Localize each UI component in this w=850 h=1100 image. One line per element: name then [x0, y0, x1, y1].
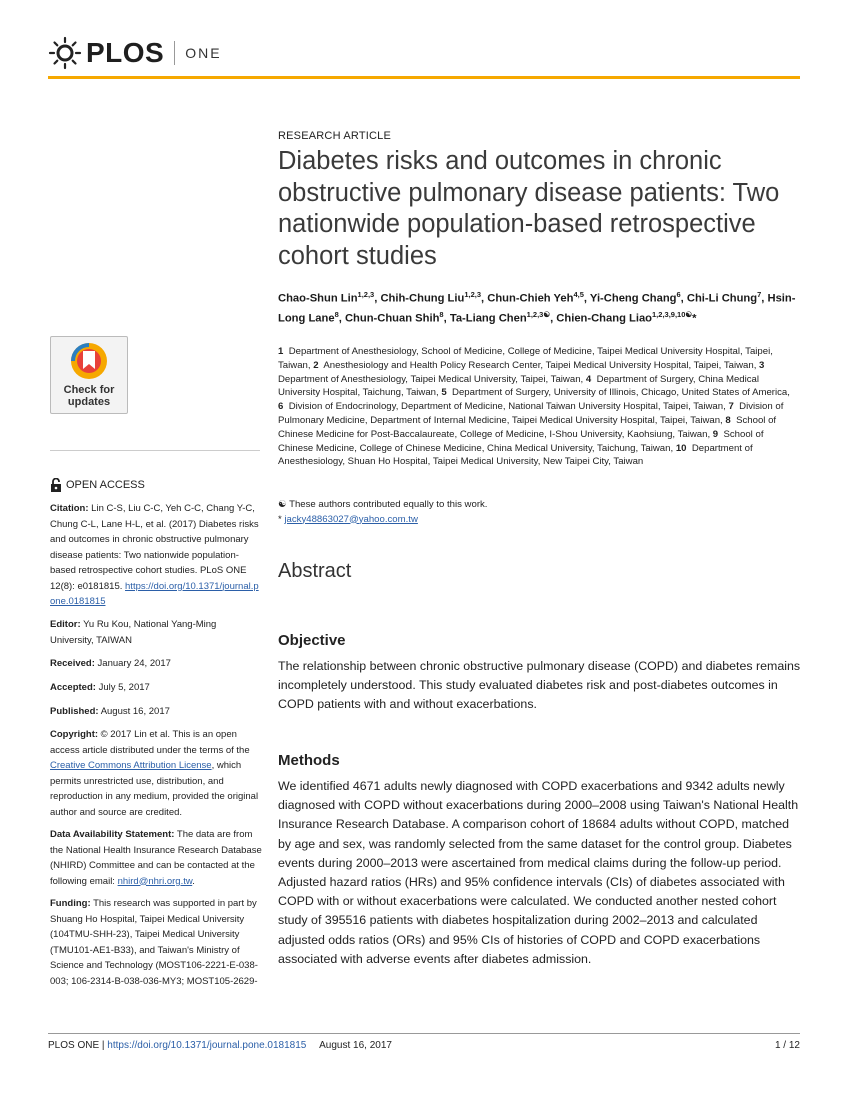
author-separator: ,	[374, 292, 381, 305]
equal-contribution-note: ☯ These authors contributed equally to this work.	[278, 499, 488, 510]
author-name: Yi-Cheng Chang	[589, 292, 677, 305]
abstract-heading: Abstract	[278, 560, 352, 582]
author-separator: *	[692, 312, 697, 325]
affiliation-item: 4 Department of Surgery, China Medical University Hospital, Taichung, Taiwan,	[278, 373, 760, 399]
citation-doi-link[interactable]: https://doi.org/10.1371/journal.pone.0181815	[50, 580, 259, 607]
accepted-block: Accepted: July 5, 2017	[50, 682, 150, 693]
author-list	[278, 287, 798, 327]
check-updates-icon	[69, 341, 109, 381]
author-affiliation-sup: 8	[439, 310, 444, 320]
author-name: Ta-Liang Chen	[449, 312, 527, 325]
author-affiliation-sup: 7	[757, 290, 762, 299]
footer-doi-link[interactable]: https://doi.org/10.1371/journal.pone.0181815	[107, 1040, 307, 1051]
author-affiliation-sup: 4,5	[573, 290, 584, 299]
methods-heading: Methods	[278, 752, 340, 769]
author-name: Chih-Chung Liu	[380, 292, 465, 305]
affiliation-item: 5 Department of Surgery, University of Illinois, Chicago, United States of America,	[441, 387, 790, 399]
author-name: Chi-Li Chung	[686, 292, 758, 305]
affiliations	[278, 345, 798, 469]
header-rule	[48, 76, 800, 79]
license-link[interactable]: Creative Commons Attribution License	[50, 760, 212, 771]
funding-block: Funding: This research was supported in part by Shuang Ho Hospital, Taipei Medical University (104TMU-SHH-23), Taipei Medical University (TMU101-AE1-B33), and Taiwan's Ministry of Science and Technology (MOST106-2221-E-038-003; 106-2314-B-038-036-MY3; MOST105-2629-	[50, 898, 258, 987]
author-affiliation-sup: 1,2,3☯	[526, 310, 551, 320]
author-affiliation-sup: 6	[676, 290, 681, 299]
open-access-badge	[50, 478, 145, 492]
published-block: Published: August 16, 2017	[50, 706, 170, 717]
logo-plos-text: PLOS	[86, 37, 165, 68]
article-title: Diabetes risks and outcomes in chronic obstructive pulmonary disease patients: Two nationwide population-based retrospective cohort studies	[278, 147, 780, 270]
footer-journal: PLOS ONE	[48, 1040, 100, 1051]
check-updates-label: Check for updates	[63, 384, 115, 408]
logo-divider	[174, 41, 175, 65]
author-notes	[278, 498, 798, 527]
logo-journal-text: ONE	[185, 45, 222, 61]
data-availability-block: Data Availability Statement: The data are from the National Health Insurance Research Database (NHIRD) Committee and can be contacted at the following email: nhird@nhri.org.tw.	[50, 829, 262, 887]
author-name: Chun-Chieh Yeh	[487, 292, 574, 305]
author-affiliation-sup: 1,2,3	[464, 290, 482, 299]
affiliation-item: 8 School of Chinese Medicine for Post-Baccalaureate, College of Medicine, I-Shou University, Kaohsiung, Taiwan,	[278, 414, 777, 440]
author-affiliation-sup: 8	[334, 310, 339, 320]
page-footer: PLOS ONE | https://doi.org/10.1371/journal.pone.0181815 August 16, 2017 1 / 12	[48, 1040, 800, 1051]
journal-logo[interactable]	[48, 36, 222, 70]
copyright-block: Copyright: © 2017 Lin et al. This is an open access article distributed under the terms of the Creative Commons Attribution License, which permits unrestricted use, distribution, and reproduction in any medium, provided the original author and source are credited.	[50, 729, 259, 818]
author-affiliation-sup: 1,2,3	[357, 290, 375, 299]
affiliation-item: 3 Department of Anesthesiology, Taipei Medical University, Taipei, Taiwan,	[278, 359, 765, 385]
author-separator: ,	[680, 292, 687, 305]
author-separator: ,	[583, 292, 590, 305]
affiliation-item: 1 Department of Anesthesiology, School of Medicine, College of Medicine, Taipei Medical University Hospital, Taipei, Taiwan,	[278, 346, 773, 371]
affiliation-item: 7 Division of Pulmonary Medicine, Department of Internal Medicine, Taipei Medical University Hospital, Taipei, Taiwan,	[278, 401, 784, 426]
open-lock-icon	[50, 478, 62, 492]
corresponding-email-link[interactable]: jacky48863027@yahoo.com.tw	[284, 513, 418, 525]
author-affiliation-sup: 1,2,3,9,10☯	[652, 310, 693, 320]
objective-heading: Objective	[278, 632, 346, 649]
affiliation-item: 10 Department of Anesthesiology, Shuan Ho Hospital, Taipei Medical University, New Taipei City, Taiwan	[278, 442, 753, 468]
author-name: Chao-Shun Lin	[278, 292, 358, 305]
footer-date: August 16, 2017	[319, 1040, 392, 1051]
page-number: 1 / 12	[774, 1040, 800, 1051]
author-separator: ,	[338, 312, 345, 325]
corresponding-author: * jacky48863027@yahoo.com.tw	[278, 513, 418, 525]
check-for-updates-badge[interactable]	[50, 336, 128, 414]
author-separator: ,	[443, 312, 450, 325]
sidebar-divider	[50, 450, 260, 451]
editor-block: Editor: Yu Ru Kou, National Yang-Ming University, TAIWAN	[50, 619, 217, 646]
affiliation-item: 9 School of Chinese Medicine, College of Chinese Medicine, China Medical University, Taichung, Taiwan,	[278, 428, 764, 454]
author-name: Chien-Chang Liao	[556, 312, 653, 325]
author-name: Chun-Chuan Shih	[344, 312, 440, 325]
nhird-email-link[interactable]: nhird@nhri.org.tw	[117, 875, 193, 887]
author-separator: ,	[481, 292, 488, 305]
open-access-label: OPEN ACCESS	[66, 479, 145, 491]
affiliation-item: 6 Division of Endocrinology, Department of Medicine, National Taiwan University Hospital, Taipei, Taiwan,	[278, 401, 726, 413]
article-type: RESEARCH ARTICLE	[278, 130, 392, 142]
methods-text: We identified 4671 adults newly diagnosed with COPD exacerbations and 9342 adults newly diagnosed with COPD without exacerbations during 2000–2008 using Taiwan's National Health Insurance Research Database. A comparison cohort of 18684 adults without COPD, matched by age and sex, was randomly selected from the same dataset for the control group. Diabetes events during 2000–2013 were ascertained from medical claims during the follow-up period. Adjusted hazard ratios (HRs) and 95% confidence intervals (CIs) of diabetes associated with COPD with or without exacerbations were calculated. We conducted another nested cohort study of 395516 patients with diabetes hospitalization during 2002–2013 and calculated adjusted odds ratios (ORs) and 95% CIs of histories of COPD and COPD exacerbations associated with adverse events after diabetes admission.	[278, 779, 799, 966]
objective-text: The relationship between chronic obstructive pulmonary disease (COPD) and diabetes remains incompletely understood. This study evaluated diabetes risk and post-diabetes outcomes in COPD patients with and without exacerbations.	[278, 659, 801, 712]
author-separator: ,	[761, 292, 768, 305]
plos-sun-icon	[48, 36, 82, 70]
citation-block: Citation: Lin C-S, Liu C-C, Yeh C-C, Chang Y-C, Chung C-L, Lane H-L, et al. (2017) Diabetes risks and outcomes in chronic obstructive pulmonary disease patients: Two nationwide population-based retrospective cohort studies. PLoS ONE 12(8): e0181815. https://doi.org/10.1371/journal.pone.0181815	[50, 503, 259, 607]
received-block: Received: January 24, 2017	[50, 658, 171, 669]
footer-rule	[48, 1033, 800, 1034]
author-separator: ,	[550, 312, 557, 325]
author-name: Hsin-Long Lane	[278, 292, 796, 325]
affiliation-item: 2 Anesthesiology and Health Policy Research Center, Taipei Medical University Hospital, Taipei, Taiwan,	[313, 359, 757, 371]
